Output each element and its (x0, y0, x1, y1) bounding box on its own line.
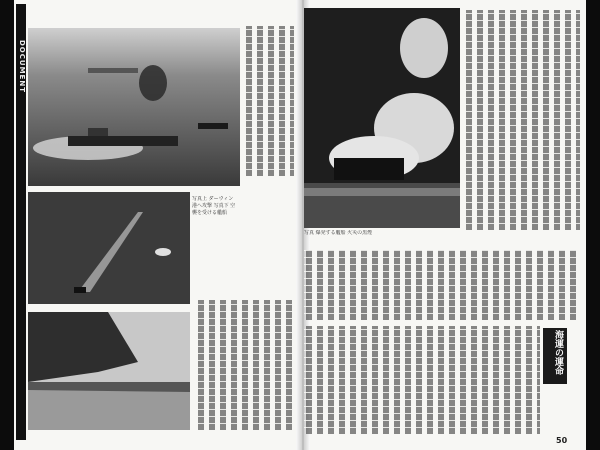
right-text-column-middle (304, 250, 580, 320)
photo-air-attack (28, 28, 240, 186)
photo-fleet-wakes (28, 192, 190, 304)
right-page-edge (586, 0, 600, 450)
left-text-column-top (244, 26, 294, 176)
section-heading: 海運の運命 (553, 330, 563, 375)
right-text-column-bottom (304, 326, 540, 434)
page-number: 50 (556, 436, 568, 445)
photo-coastline (28, 312, 190, 430)
right-text-column-top (464, 10, 580, 230)
right-photo-caption: 写真 爆発する艦船 火災の黒煙 (304, 230, 373, 236)
left-photo-caption: 写真上 ダーウィン港へ攻撃 写真下 空襲を受ける艦船 (192, 196, 236, 216)
photo-explosion (304, 8, 460, 228)
sidebar-label: DOCUMENT (18, 40, 26, 93)
left-text-column-bottom (196, 300, 294, 430)
left-page-edge (0, 0, 14, 450)
